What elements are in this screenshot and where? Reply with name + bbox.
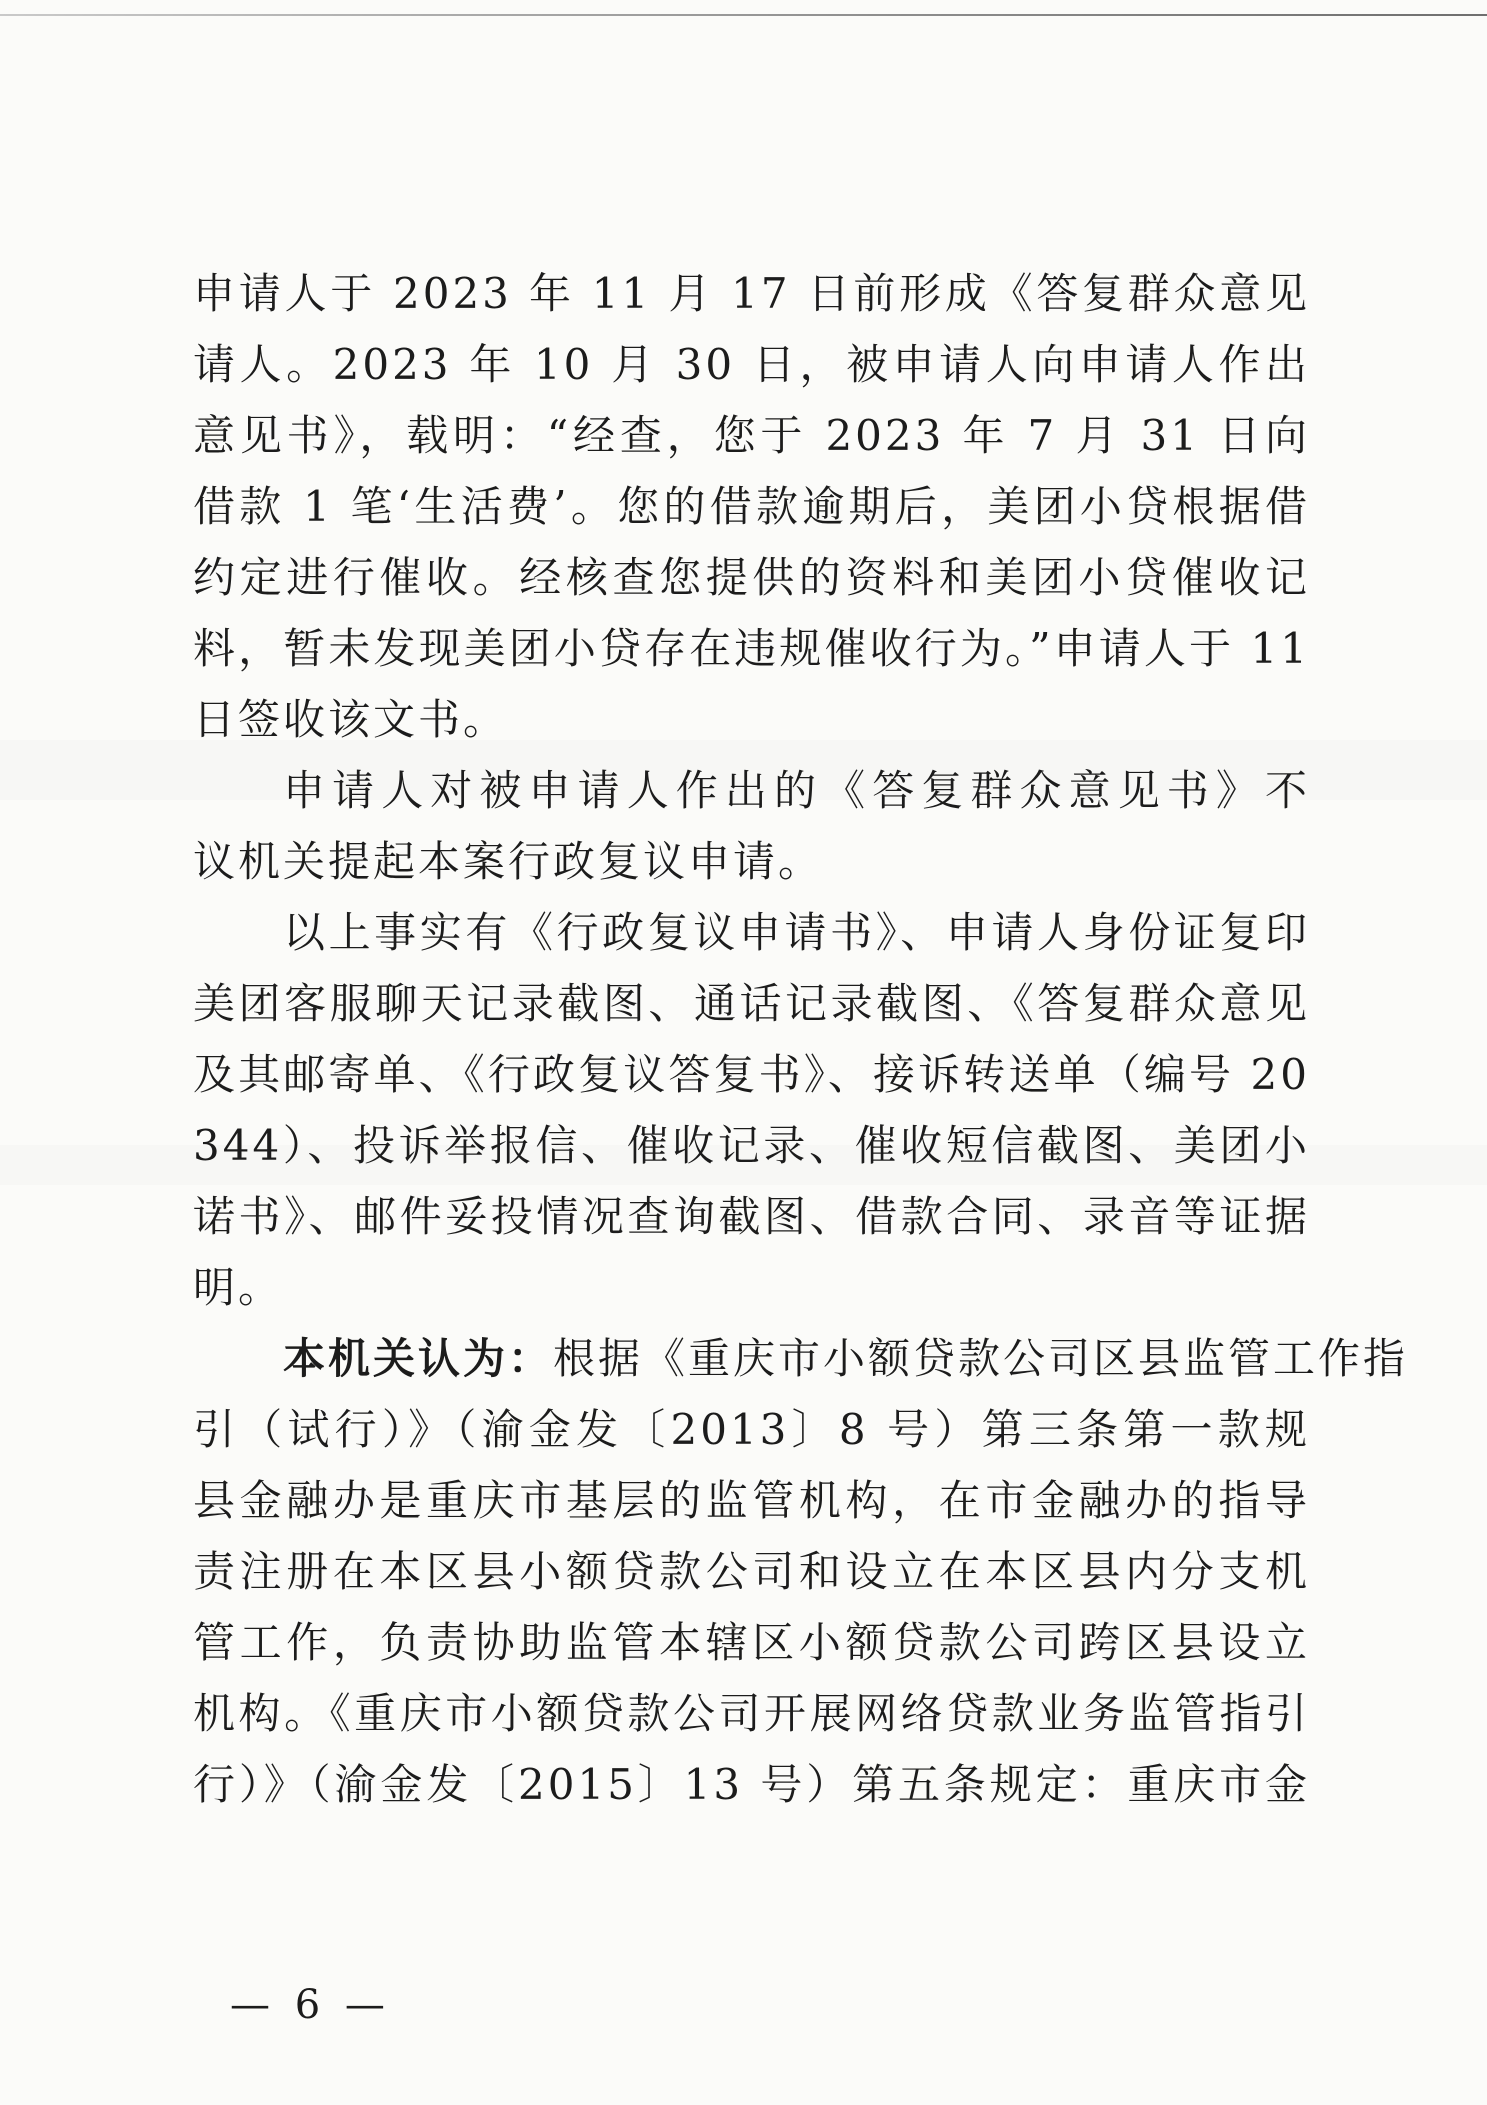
text-line	[193, 1323, 1409, 1394]
bold-lead-text: 本机关认为：	[283, 1334, 554, 1383]
paragraph-3	[193, 897, 1310, 1323]
text-line: 请人。2023 年 10 月 30 日，被申请人向申请人作出	[193, 340, 1310, 389]
text-line: 议机关提起本案行政复议申请。	[193, 837, 824, 886]
page-number: — 6 —	[230, 1982, 391, 2028]
text-line: 机构。《重庆市小额贷款公司开展网络贷款业务监管指引	[193, 1689, 1310, 1738]
text-line: 县金融办是重庆市基层的监管机构，在市金融办的指导	[193, 1476, 1310, 1525]
text-line: 日签收该文书。	[193, 695, 509, 744]
text-segment: 根据《重庆市小额贷款公司区县监管工作指	[553, 1334, 1409, 1383]
paragraph-4	[193, 1323, 1409, 1820]
text-line: 约定进行催收。经核查您提供的资料和美团小贷催收记	[193, 553, 1310, 602]
text-line: 诺书》、邮件妥投情况查询截图、借款合同、录音等证据	[193, 1192, 1310, 1241]
text-line: 及其邮寄单、《行政复议答复书》、接诉转送单（编号 20	[193, 1050, 1310, 1099]
text-line: 引（试行）》（渝金发〔2013〕8 号）第三条第一款规	[193, 1405, 1310, 1454]
document-body	[193, 258, 1409, 1820]
paragraph-2	[193, 755, 1310, 897]
text-line: 责注册在本区县小额贷款公司和设立在本区县内分支机	[193, 1547, 1310, 1596]
text-line: 借款 1 笔‘生活费’。您的借款逾期后，美团小贷根据借	[193, 482, 1310, 531]
text-line: 行）》（渝金发〔2015〕13 号）第五条规定：重庆市金	[193, 1760, 1310, 1809]
text-line: 美团客服聊天记录截图、通话记录截图、《答复群众意见	[193, 979, 1310, 1028]
text-line: 申请人于 2023 年 11 月 17 日前形成《答复群众意见	[193, 269, 1310, 318]
text-line: 申请人对被申请人作出的《答复群众意见书》不	[283, 766, 1310, 815]
text-line: 意见书》，载明：“经查，您于 2023 年 7 月 31 日向	[193, 411, 1310, 460]
paragraph-1	[193, 258, 1310, 755]
top-scan-rule	[0, 14, 1487, 16]
text-line: 344）、投诉举报信、催收记录、催收短信截图、美团小	[193, 1121, 1310, 1170]
text-line: 管工作，负责协助监管本辖区小额贷款公司跨区县设立	[193, 1618, 1310, 1667]
text-line: 以上事实有《行政复议申请书》、申请人身份证复印	[283, 908, 1310, 957]
text-line: 料，暂未发现美团小贷存在违规催收行为。”申请人于 11	[193, 624, 1310, 673]
text-line: 明。	[193, 1263, 284, 1312]
